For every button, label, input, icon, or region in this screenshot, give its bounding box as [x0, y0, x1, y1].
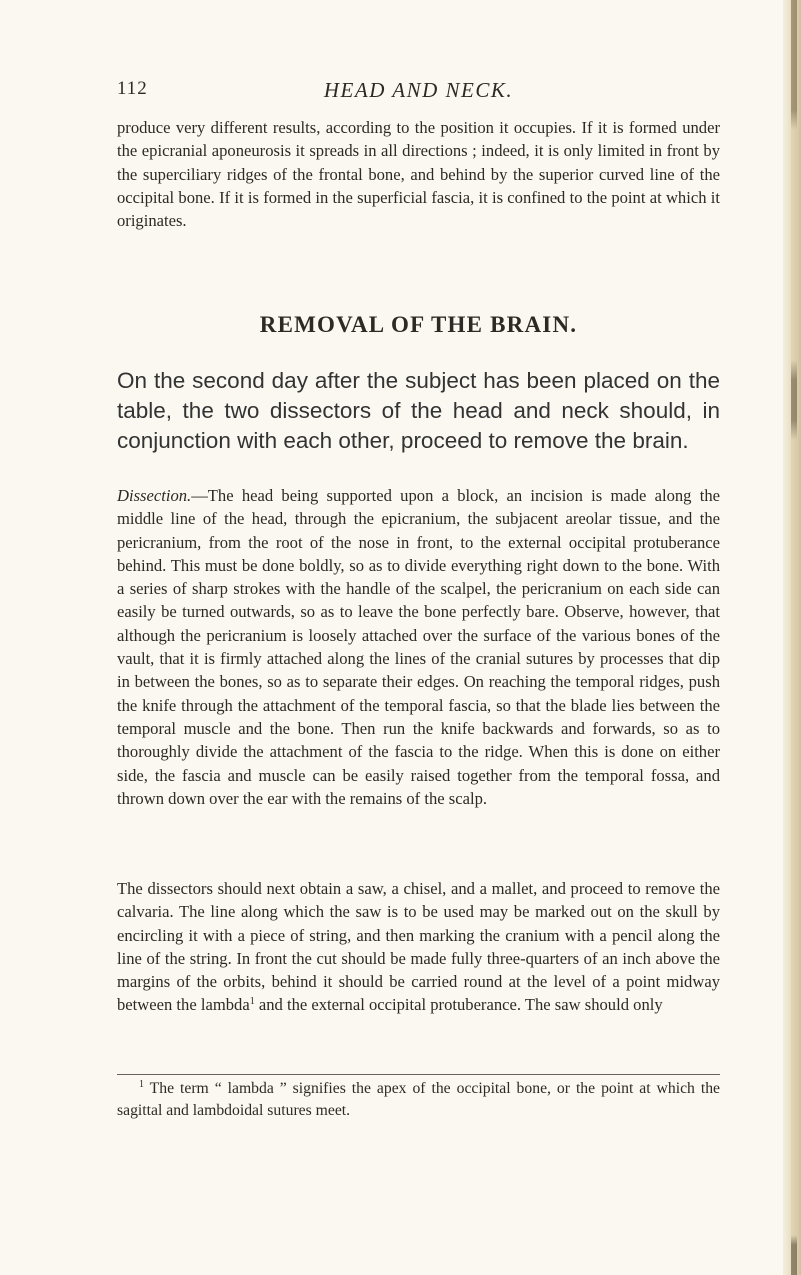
paragraph-text: The dissectors should next obtain a saw, a chisel, and a mallet, and proceed to remove the calvaria. The line along which the saw is to be used may be marked out on the skull by encircling it with a piece of string, and then marking the cranium with a pencil along the line of the string. In front the cut should be made fully three-quarters of an inch above the margins of the orbits, behind it should be carried round at the level of a point midway between the lambda: [117, 879, 720, 1015]
footnote-reference: 1: [249, 996, 255, 1008]
running-head: HEAD AND NECK.: [323, 78, 514, 102]
page-number: 112: [117, 78, 148, 99]
dissection-lead: Dissection.: [117, 486, 192, 505]
body-paragraph: produce very different results, according to the position it occupies. If it is formed under the epicranial aponeurosis it spreads in all directions ; indeed, it is only limited in front by the superciliary ridges of the frontal bone, and behind by the superior curved line of the occipital bone. If it is formed in the superficial fascia, it is confined to the point at which it originates.: [117, 118, 720, 231]
dissection-paragraph: [117, 484, 720, 810]
body-paragraph-calvaria: [117, 877, 720, 1017]
dissection-text: —The head being supported upon a block, an incision is made along the middle line of the head, through the epicranium, the subjacent areolar tissue, and the pericranium, from the root of the nose in front, to the external occipital protuberance behind. This must be done boldly, so as to divide everything right down to the bone. With a series of sharp strokes with the handle of the scalpel, the pericranium on each side can easily be turned outwards, so as to leave the bone perfectly bare. Observe, however, that although the pericranium is loosely attached over the surface of the various bones of the vault, that it is firmly attached along the lines of the cranial sutures by processes that dip in between the bones, so as to separate their edges. On reaching the temporal ridges, push the knife through the attachment of the temporal fascia, so that the blade lies between the temporal muscle and the bone. Then run the knife backwards and forwards, so as to thoroughly divide the attachment of the fascia to the ridge. When this is done on either side, the fascia and muscle can be easily raised together from the temporal fossa, and thrown down over the ear with the remains of the scalp.: [117, 486, 720, 808]
binding-shadow: [791, 0, 797, 1275]
footnote: [117, 1078, 720, 1122]
page-edge: [783, 0, 801, 1275]
paragraph-text-end: and the external occipital protuberance. The saw should only: [254, 995, 663, 1015]
footnote-rule: [117, 1074, 720, 1075]
footnote-marker: 1: [139, 1079, 144, 1090]
page-header: [117, 78, 720, 106]
section-title: REMOVAL OF THE BRAIN.: [259, 312, 578, 337]
intro-paragraph: On the second day after the subject has been placed on the table, the two dissectors of the head and neck should, in conjunction with each other, proceed to remove the brain.: [117, 368, 720, 453]
footnote-text: The term “ lambda ” signifies the apex of the occipital bone, or the point at which the sagittal and lambdoidal sutures meet.: [117, 1080, 720, 1119]
